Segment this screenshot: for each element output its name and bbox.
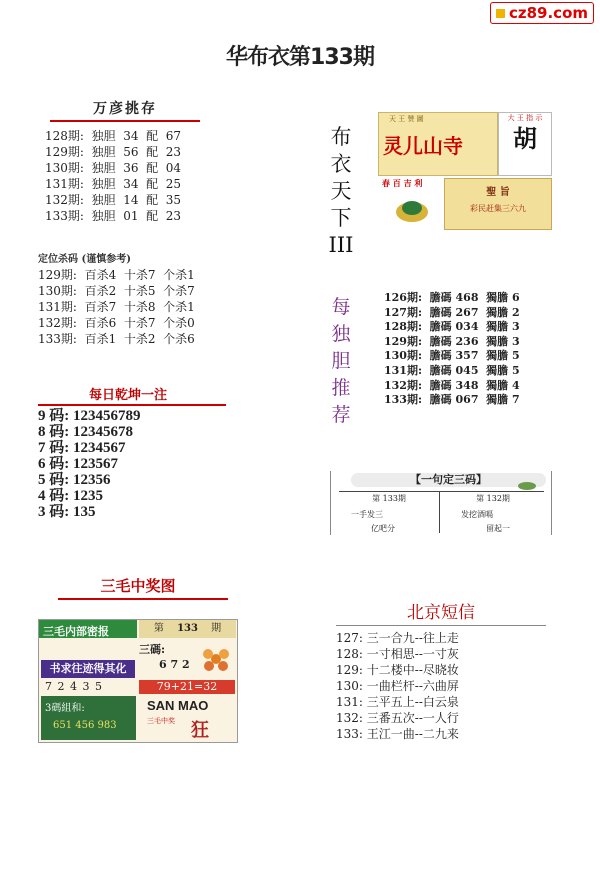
col1-line2: 亿吧分 [371, 524, 395, 533]
issue-number: 133 [177, 623, 198, 634]
right4-row: 131: 三平五上--白云泉 [336, 695, 459, 709]
issue-prefix: 第 [153, 623, 164, 634]
left1-list [45, 128, 240, 224]
digits: 7 2 4 3 5 [45, 680, 103, 693]
left3-heading: 每日乾坤一注 [88, 388, 167, 403]
left3-section [38, 384, 238, 520]
panel-header [39, 620, 137, 638]
vertical-char: 推 [331, 377, 351, 399]
left1-row: 130期: 独胆 36 配 04 [45, 161, 182, 175]
right2-row: 133期: 膽碼 067 獨膽 7 [384, 393, 520, 407]
left3-row: 3 码: 135 [38, 504, 96, 520]
left3-row: 8 码: 12345678 [38, 424, 133, 440]
divider [439, 491, 440, 533]
right2-row: 129期: 膽碼 236 獨膽 3 [384, 334, 520, 348]
left2-list [38, 267, 258, 347]
left4-heading: 三毛中奖图 [100, 577, 176, 595]
decree-box [444, 178, 552, 230]
left2-section [38, 250, 258, 347]
left3-row: 4 码: 1235 [38, 488, 103, 504]
decree-text: 彩民赶集三六九 [470, 204, 526, 213]
panel-title: 三毛内部密报 [43, 625, 109, 638]
left1-row: 132期: 独胆 14 配 35 [45, 193, 182, 207]
seal-icon [392, 194, 432, 224]
vertical-char: 独 [331, 323, 351, 345]
right2-list [384, 291, 554, 408]
right4-row: 127: 三一合九--往上走 [336, 631, 459, 645]
vertical-char: 布 [330, 125, 352, 149]
left2-row: 130期: 百杀2 十杀5 个杀7 [38, 284, 195, 298]
temple-image [378, 112, 552, 232]
col2-line1: 发挖酒嗝 [461, 510, 493, 519]
temple-name: 灵儿山寺 [383, 134, 463, 158]
left2-row: 133期: 百杀1 十杀2 个杀6 [38, 332, 195, 346]
left3-list [38, 408, 238, 520]
divider [38, 404, 226, 406]
combo-label: 3碼組和: [45, 703, 85, 714]
combo-box [41, 696, 136, 740]
right4-row: 130: 一曲栏杆--六曲屏 [336, 679, 459, 693]
combo-value: 651 456 983 [53, 720, 117, 731]
col1-issue: 第 133期 [372, 494, 406, 503]
left1-section [40, 98, 240, 224]
sign-caption: 天 王 赞 圖 [389, 115, 424, 123]
right4-section [336, 598, 546, 742]
divider [58, 598, 228, 600]
sanmao-panel [38, 619, 238, 743]
right4-row: 129: 十二楼中--尽晓妆 [336, 663, 459, 677]
vertical-char: III [328, 233, 354, 257]
right2-vertical [326, 294, 356, 429]
brand-text: SAN MAO [147, 698, 209, 713]
left2-row: 131期: 百杀7 十杀8 个杀1 [38, 300, 195, 314]
left1-row: 128期: 独胆 34 配 67 [45, 129, 182, 143]
issue-suffix: 期 [211, 623, 222, 634]
left1-row: 129期: 独胆 56 配 23 [45, 145, 182, 159]
right2-row: 126期: 膽碼 468 獨膽 6 [384, 291, 520, 304]
red-line: 春 百 吉 利 [382, 178, 423, 188]
vertical-char: 胆 [331, 350, 351, 372]
code-value: 6 7 2 [159, 658, 190, 671]
right2-row: 128期: 膽碼 034 獨膽 3 [384, 320, 520, 334]
bottom-char: 狂 [191, 720, 209, 741]
right2-row: 132期: 膽碼 348 獨膽 4 [384, 378, 520, 392]
left3-row: 6 码: 123567 [38, 456, 118, 472]
divider [339, 491, 544, 492]
calligraphy: 胡 [513, 124, 537, 153]
decree-title: 聖 旨 [486, 187, 510, 198]
left2-heading: 定位杀码 (谨慎参考) [38, 254, 131, 265]
ribbon-icon [517, 476, 537, 486]
left3-row: 9 码: 123456789 [38, 408, 141, 424]
watermark-text: cz89.com [508, 4, 589, 22]
scroll-caption: 大 王 指 示 [507, 114, 543, 122]
right2-row: 130期: 膽碼 357 獨膽 5 [384, 349, 520, 363]
vertical-char: 天 [330, 179, 352, 203]
divider [50, 120, 200, 122]
vertical-char: 衣 [330, 152, 352, 176]
panel-issue [139, 620, 236, 638]
sum-value: 79+21=32 [139, 680, 235, 694]
square-icon [496, 9, 505, 18]
code-label: 三碼: [139, 643, 166, 656]
right4-list [336, 630, 546, 742]
left1-row: 133期: 独胆 01 配 23 [45, 209, 182, 223]
vertical-char: 每 [331, 296, 351, 318]
right2-row: 127期: 膽碼 267 獨膽 2 [384, 305, 520, 319]
col2-issue: 第 132期 [476, 494, 510, 503]
vertical-char: 荐 [331, 404, 351, 426]
right4-row: 132: 三番五次--一人行 [336, 711, 459, 725]
left3-row: 5 码: 12356 [38, 472, 111, 488]
temple-sign [378, 112, 498, 176]
divider [336, 625, 546, 626]
page-title: 华布衣第133期 [226, 45, 374, 70]
left2-row: 129期: 百杀4 十杀7 个杀1 [38, 268, 195, 282]
right4-row: 133: 王江一曲--二九来 [336, 727, 459, 741]
left4-section [38, 575, 238, 600]
left3-row: 7 码: 1234567 [38, 440, 126, 456]
right4-row: 128: 一寸相思--一寸灰 [336, 647, 459, 661]
sanma-card [330, 471, 552, 535]
left1-heading: 万彦挑存 [93, 101, 157, 117]
bottom-text: 三毛中奖 [147, 717, 175, 725]
vertical-char: 下 [330, 206, 352, 230]
col2-line2: 留起一 [486, 524, 510, 533]
left2-row: 132期: 百杀6 十杀7 个杀0 [38, 316, 195, 330]
watermark-badge [490, 2, 594, 24]
left1-row: 131期: 独胆 34 配 25 [45, 177, 182, 191]
flower-icon [199, 642, 233, 676]
right1-vertical [326, 124, 356, 259]
col1-line1: 一手发三 [351, 510, 383, 519]
slogan: 书求往迹得其化 [41, 660, 135, 678]
sanma-banner: 【一句定三码】 [351, 473, 546, 487]
right2-row: 131期: 膽碼 045 獨膽 5 [384, 363, 520, 377]
right4-heading: 北京短信 [407, 603, 475, 623]
scroll-panel [498, 112, 552, 176]
